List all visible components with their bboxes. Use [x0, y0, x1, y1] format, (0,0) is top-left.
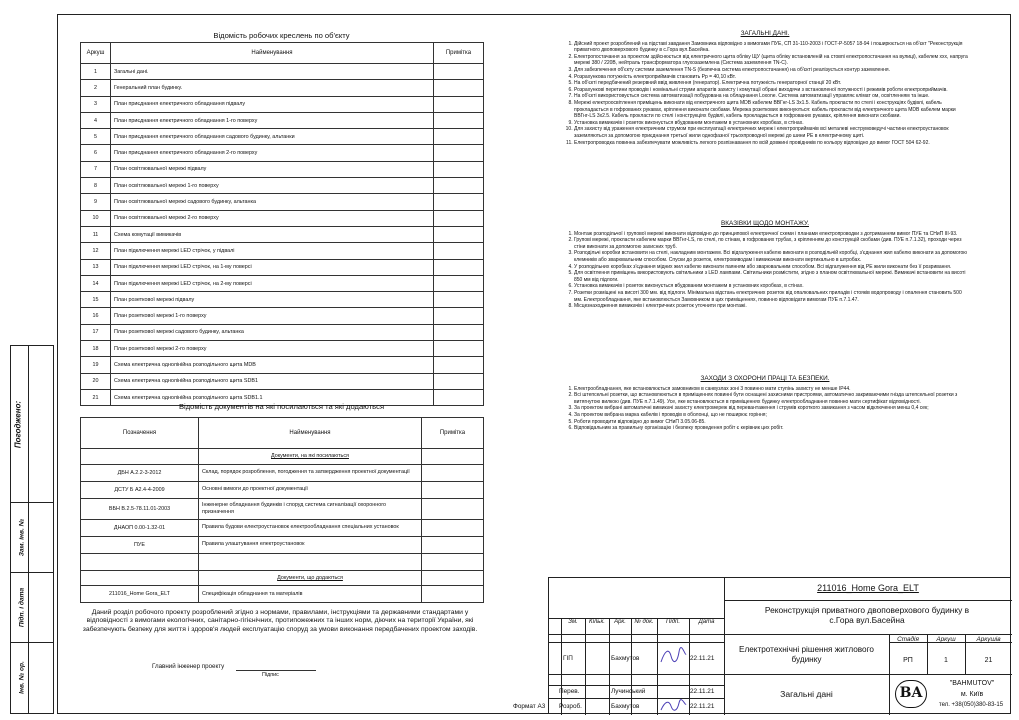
row-note	[434, 292, 484, 308]
row-note	[434, 308, 484, 324]
section-note	[422, 449, 484, 465]
role-gip: ГІП	[563, 655, 573, 662]
stage-value: РП	[903, 657, 913, 664]
table-row	[81, 481, 484, 498]
row-note	[434, 161, 484, 177]
table-row	[81, 226, 484, 242]
safety-notes-title: ЗАХОДИ З ОХОРОНИ ПРАЦІ ТА БЕЗПЕКИ.	[700, 375, 830, 382]
row-sheet-number: 16	[81, 308, 111, 324]
table-row	[81, 292, 484, 308]
row-sheet-number: 9	[81, 194, 111, 210]
signature-gip	[659, 646, 687, 666]
row-sheet-number: 12	[81, 243, 111, 259]
row-sheet-number: 20	[81, 373, 111, 389]
row-drawing-name: План освітлювальної мережі 2-го поверху	[111, 210, 434, 226]
table-row	[81, 373, 484, 389]
note-item: 2. Групові мережі, прокласти кабелем марки ВВГнг-LS, по стелі, по стінам, в гофрованих трубах, з кріпленням до конструкцій скобами (див. ПУЕ п.7.1.32), проходи через стіни виконати за допомогою захисних труб.	[574, 237, 970, 250]
row-doc-name: Склад, порядок розроблення, погодження та затвердження проектної документації	[199, 464, 422, 481]
table-row	[81, 210, 484, 226]
row-note	[434, 373, 484, 389]
row-doc-code: ДСТУ Б А2.4-4-2009	[81, 481, 199, 498]
row-note	[434, 80, 484, 96]
table-row	[81, 498, 484, 519]
documents-list-title: Відомість документів на які посилаються та які додаються	[178, 402, 385, 411]
row-sheet-number: 3	[81, 96, 111, 112]
row-note	[434, 178, 484, 194]
note-item: 4. За проектом вибрана марка кабелів і проводів в оболонці, що не поширює горіння;	[574, 412, 970, 419]
company-logo-text: BA	[899, 685, 923, 701]
table-row	[81, 275, 484, 291]
side-label-orig: Інв. № ор.	[18, 661, 26, 694]
note-item: 1. Монтаж розподільчої і групової мережі виконати відповідно до принципової електричної схеми і планами електропроводки з дотриманням вимог ПУЕ та СНиП III-93.	[574, 231, 970, 238]
safety-notes	[560, 376, 970, 432]
note-item: 11. Електропроводка повинна забезпечувати можливість легкого розпізнавання по всій довжині провідників по кольору відповідно до вимог ГОСТ 504 62-92.	[574, 140, 970, 147]
table-row	[81, 586, 484, 603]
drawings-list-title: Відомість робочих креслень по об'єкту	[213, 31, 350, 40]
row-drawing-name: План розеткової мережі 1-го поверху	[111, 308, 434, 324]
object-name: Реконструкція приватного двоповерхового будинку в с.Гора вул.Басейна	[764, 605, 970, 625]
row-sheet-number: 2	[81, 80, 111, 96]
date-gip: 22.11.21	[690, 655, 715, 662]
table-row	[81, 243, 484, 259]
section-name: Електротехнічні рішення житлового будинку	[739, 645, 874, 664]
note-item: 1. Електрообладнання, яке встановлюється замовником в санвузлах зоні 3 повинно мати ступінь захисту не менше IP44.	[574, 386, 970, 393]
col-code: Позначення	[81, 418, 199, 449]
note-item: 3. Розподільчі коробки встановити на стелі, накладним монтажем. Всі відгалуження кабелю виконати в розподільчій коробці, з'єднання жил кабелю виконати за допомогою клемників або зварювальним способом. Спуски до розеток, електровиводам і вимикачам виконати вертикально в штробах.	[574, 250, 970, 263]
row-drawing-name: Генеральний план будинку.	[111, 80, 434, 96]
row-doc-note	[422, 498, 484, 519]
table-row	[81, 357, 484, 373]
installation-notes	[560, 221, 970, 310]
row-drawing-name: Схема електрична однолінійна розподільного щита MDB	[111, 357, 434, 373]
row-drawing-name: Схема електрична однолінійна розподільного щита SDB1	[111, 373, 434, 389]
row-drawing-name: План підключення мережі LED стрічок, у підвалі	[111, 243, 434, 259]
date-developer: 22.11.21	[690, 703, 715, 710]
row-sheet-number: 6	[81, 145, 111, 161]
company-name: "BAHMUTOV"	[949, 680, 995, 687]
sheets-value: 21	[984, 657, 993, 664]
col-head-sign: Підп.	[666, 619, 680, 625]
note-item: 5. На об'єкті передбачений резервний ввід живлення (генератор). Електрична потужність генераторної станції 20 кВт.	[574, 80, 970, 87]
note-item: 2. Всі штепсельні розетки, що встановлюються в приміщеннях повинні бути оснащені захисними пристроями, автоматично закриваючими гнізда штепсельної розетки з витягнутою вилкою (див. ПУЕ п.7.1.49). Усе, яке встановлюється в приміщеннях будинку електрообладнання повинно мати сертифікат відповідності.	[574, 392, 970, 405]
row-sheet-number: 14	[81, 275, 111, 291]
col-head-qty: Кільк.	[589, 619, 605, 625]
col-name: Найменування	[111, 43, 434, 64]
row-sheet-number: 21	[81, 389, 111, 405]
note-item: 7. Розетки розміщені на висоті 300 мм. від підлоги. Мінімальна відстань електричних розеток від опалювальних приладів і стояків водопроводу і опалення становить 500 мм. Електрообладнання, яке встановлюється Замовником в цих приміщеннях, повинно відповідати вимогам ПУЕ п.7.1.47.	[574, 290, 970, 303]
row-drawing-name: План приєднання електричного обладнання 2-го поверху	[111, 145, 434, 161]
title-block	[513, 577, 1011, 714]
row-doc-code: ВБН В.2.5-78.11.01-2003	[81, 498, 199, 519]
col-head-date: Дата	[698, 619, 715, 625]
row-drawing-name: Схема комутації вимикачів	[111, 226, 434, 242]
note-item: 5. Роботи проводити відповідно до вимог СНиП 3.05.06-85.	[574, 419, 970, 426]
note-item: 6. Відповідальним за правильну організацію і безпеку проведення робіт є керівник цих робіт.	[574, 425, 970, 432]
section-label: Документи, на які посилаються	[199, 449, 422, 465]
note-item: 2. Електропостачання за проектом здійснюється від електричного щита обліку ЩУ (щита обліку встановленій на стовпі електропостачання на вулиці), кабелем ххх, напруга мережі 380 / 220В, нейтраль трансформатора глухозаземлена (Система заземлення TN-C).	[574, 54, 970, 67]
note-item: 4. Розрахункова потужність електроприймачів становить Рр = 40,10 кВт.	[574, 74, 970, 81]
date-checker: 22.11.21	[690, 688, 715, 695]
format-label: Формат А3	[513, 703, 546, 710]
table-section-row	[81, 449, 484, 465]
compliance-statement: Даний розділ робочого проекту розроблений згідно з нормами, правилами, інструкціями та державними стандартами у відповідності з вимогами екологічних, санітарно-гігієнічних, протипожежних та інших норм, діючих на території України, які забезпечують безпеку для життя і здоров'я людей експлуатацію споруд за умови виконання передбачених проектом заходів.	[82, 609, 478, 633]
section-empty	[81, 449, 199, 465]
row-sheet-number: 8	[81, 178, 111, 194]
blank-cell	[422, 553, 484, 570]
row-note	[434, 243, 484, 259]
row-sheet-number: 18	[81, 341, 111, 357]
row-drawing-name: Загальні дані.	[111, 64, 434, 80]
table-row	[81, 308, 484, 324]
name-developer: Бахмутов	[611, 703, 640, 710]
company-phone: тел. +38(050)380-83-15	[938, 702, 1004, 708]
note-item: 7. На об'єкті використовується система автоматизації побудована на обладнання Loxone. Система автоматизації управляє клімат ом, освітленням та інше.	[574, 93, 970, 100]
row-doc-name: Правила улаштування електроустановок	[199, 536, 422, 553]
row-drawing-name: План приєднання електричного обладнання садового будинку, альтанки	[111, 129, 434, 145]
note-item: 3. Для забезпечення об'єкту системи заземлення TN-S (безпечна система електропостачання) на об'єкті реалізується контур заземлення.	[574, 67, 970, 74]
row-doc-code: ДБН А.2.2-3-2012	[81, 464, 199, 481]
sheets-head: Аркушів	[976, 636, 1001, 643]
blank-cell	[199, 553, 422, 570]
section-label: Документи, що додаються	[199, 570, 422, 586]
row-drawing-name: План розеткової мережі 2-го поверху	[111, 341, 434, 357]
row-drawing-name: План освітлювальної мережі 1-го поверху	[111, 178, 434, 194]
col-sheet: Аркуш	[81, 43, 111, 64]
col-doc-name: Найменування	[199, 418, 422, 449]
table-row	[81, 178, 484, 194]
row-doc-note	[422, 586, 484, 603]
row-note	[434, 341, 484, 357]
note-item: 6. Розрахункові перетини проводів і номінальні струми апаратів захисту і комутації обрані виходячи з встановленої потужності і режимів роботи електроприймачів.	[574, 87, 970, 94]
row-sheet-number: 1	[81, 64, 111, 80]
row-note	[434, 145, 484, 161]
chief-engineer-label: Главний інженер проекту	[152, 663, 225, 670]
table-row	[81, 464, 484, 481]
row-note	[434, 324, 484, 340]
row-note	[434, 357, 484, 373]
side-label-replace: Зам. інв. №	[18, 518, 26, 557]
col-head-doc: № док.	[634, 619, 654, 625]
side-label-approved: Погоджено:	[13, 400, 23, 449]
row-drawing-name: План освітлювальної мережі підвалу	[111, 161, 434, 177]
sheet-head: Аркуш	[936, 636, 956, 643]
sheet-title: Загальні дані	[780, 689, 833, 699]
role-developer: Розроб.	[559, 703, 582, 710]
name-checker: Лучинський	[611, 688, 646, 695]
col-head-sheet: Арк.	[614, 619, 626, 625]
row-sheet-number: 13	[81, 259, 111, 275]
row-sheet-number: 15	[81, 292, 111, 308]
row-drawing-name: План підключення мережі LED стрічок, на 1-му поверсі	[111, 259, 434, 275]
row-note	[434, 226, 484, 242]
row-doc-name: Основні вимоги до проектної документації	[199, 481, 422, 498]
company-city: м. Київ	[960, 691, 984, 698]
row-note	[434, 112, 484, 128]
row-doc-name: Інженерне обладнання будинків і споруд система сигналізації охоронного призначення	[199, 498, 422, 519]
table-row	[81, 194, 484, 210]
note-item: 8. Місцезнаходження вимикачів і електричних розеток уточнити при монтажі.	[574, 303, 970, 310]
row-note	[434, 64, 484, 80]
row-doc-code: ДНАОП 0.00-1.32-01	[81, 519, 199, 536]
row-sheet-number: 11	[81, 226, 111, 242]
installation-notes-title: ВКАЗІВКИ ЩОДО МОНТАЖУ.	[721, 220, 809, 227]
table-row	[81, 80, 484, 96]
row-doc-name: Специфікація обладнання та матеріалів	[199, 586, 422, 603]
row-sheet-number: 17	[81, 324, 111, 340]
row-doc-code: ПУЕ	[81, 536, 199, 553]
note-item: 4. У розподільних коробках з'єднання мідних жил кабелю виконати паянням або зварювальним способом. Всі відгалуження від PE жили виконати без її розривання.	[574, 264, 970, 271]
table-row	[81, 129, 484, 145]
row-doc-note	[422, 481, 484, 498]
row-drawing-name: Схема електрична однолінійна розподільного щита SDB1.1	[111, 389, 434, 405]
table-row	[81, 341, 484, 357]
table-row	[81, 96, 484, 112]
row-drawing-name: План приєднання електричного обладнання 1-го поверху	[111, 112, 434, 128]
table-section-row	[81, 570, 484, 586]
row-sheet-number: 10	[81, 210, 111, 226]
row-drawing-name: План приєднання електричного обладнання підвалу	[111, 96, 434, 112]
documents-table	[80, 417, 484, 603]
row-note	[434, 129, 484, 145]
table-row	[81, 112, 484, 128]
side-label-sign-date: Підп. і дата	[18, 587, 26, 628]
row-doc-name: Правила будови електроустановок електрообладнання спеціальних установок	[199, 519, 422, 536]
row-note	[434, 259, 484, 275]
row-doc-note	[422, 536, 484, 553]
signature-line	[236, 670, 316, 671]
sheet-value: 1	[944, 657, 948, 664]
note-item: 6. Установка вимикачів і розеток виконується вбудованим монтажем в установних коробках, в стінах.	[574, 283, 970, 290]
section-empty	[81, 570, 199, 586]
row-doc-code: 211016_Home Gora_ELT	[81, 586, 199, 603]
table-row	[81, 64, 484, 80]
row-note	[434, 96, 484, 112]
note-item: 5. Для освітлення приміщень використовують світильники з LED лампами. Світильники розмістити, згідно з планом освітлювальної мережі. Вимикачі встановити на висоті 850 мм від підлоги.	[574, 270, 970, 283]
col-doc-note: Примітка	[422, 418, 484, 449]
table-row	[81, 145, 484, 161]
project-code: 211016_Home Gora_ELT	[817, 583, 919, 593]
table-row	[81, 519, 484, 536]
section-note	[422, 570, 484, 586]
company-logo	[895, 680, 927, 708]
row-note	[434, 275, 484, 291]
row-sheet-number: 19	[81, 357, 111, 373]
col-note: Примітка	[434, 43, 484, 64]
row-note	[434, 194, 484, 210]
row-drawing-name: План розеткової мережі садового будинку, альтанка	[111, 324, 434, 340]
table-row-blank	[81, 553, 484, 570]
note-item: 9. Установка вимикачів і розеток виконується вбудованим монтажем в установних коробках, в стінах.	[574, 120, 970, 127]
note-item: 3. За проектом вибрані автоматичні вимикачі захисту електромереж від перевантаження і струмів короткого замикання з часом відключення менш 0,4 сек;	[574, 405, 970, 412]
table-row	[81, 259, 484, 275]
row-drawing-name: План розеткової мережі підвалу	[111, 292, 434, 308]
general-notes	[560, 31, 970, 146]
name-gip: Бахмутов	[611, 655, 640, 662]
row-sheet-number: 7	[81, 161, 111, 177]
stage-head: Стадія	[897, 636, 919, 643]
drawings-table	[80, 42, 484, 406]
role-checker: Перев.	[559, 688, 580, 695]
row-drawing-name: План освітлювальної мережі садового будинку, альтанка	[111, 194, 434, 210]
general-notes-title: ЗАГАЛЬНІ ДАНІ.	[740, 30, 790, 37]
row-doc-note	[422, 519, 484, 536]
table-row	[81, 161, 484, 177]
note-item: 1. Дійсний проект розроблений на підставі завдання Замовника відповідно з вимогами ПУЕ, СП 31-110-2003 і ГОСТ-Р-5057 18-94 і поширюється на об'єкт "Реконструкція приватного двоповерхового будинку в с.Гора вул.Басейна.	[574, 41, 970, 54]
signature-label: Підпис	[262, 672, 279, 678]
row-sheet-number: 5	[81, 129, 111, 145]
note-item: 10. Для захисту від ураження електричним струмом при експлуатації електричних мереж і електроприймачів всі металеві неструмоведучі частини електроустановок заземляються за допомогою приєднання третьої жили однофазної трьохпроводної мережі до шини PE в електричному щиті.	[574, 126, 970, 139]
row-note	[434, 210, 484, 226]
signature-developer	[659, 698, 687, 714]
table-row	[81, 324, 484, 340]
table-row	[81, 536, 484, 553]
row-drawing-name: План підключення мережі LED стрічок, на 2-му поверсі	[111, 275, 434, 291]
row-sheet-number: 4	[81, 112, 111, 128]
col-head-change: Зм.	[568, 619, 578, 625]
row-doc-note	[422, 464, 484, 481]
note-item: 8. Мережі електроосвітлення приміщень виконати від електричного щита MDB кабелем ВВГнг-LS 3х1.5. Кабель прокласти по стелі і конструкціях будівлі, кабель прокладається в гофрованих рукавах, кріплення виконати скобами. Мережа розеткових виконуються: кабель прокласти від електричного щита MDB кабелем марки ВВГнг-LS 3х2.5. Кабель прокласти по стелі і конструкціях будівлі, кабель прокладається в гофрованих рукавах, кріплення виконати скобами.	[574, 100, 970, 120]
blank-cell	[81, 553, 199, 570]
